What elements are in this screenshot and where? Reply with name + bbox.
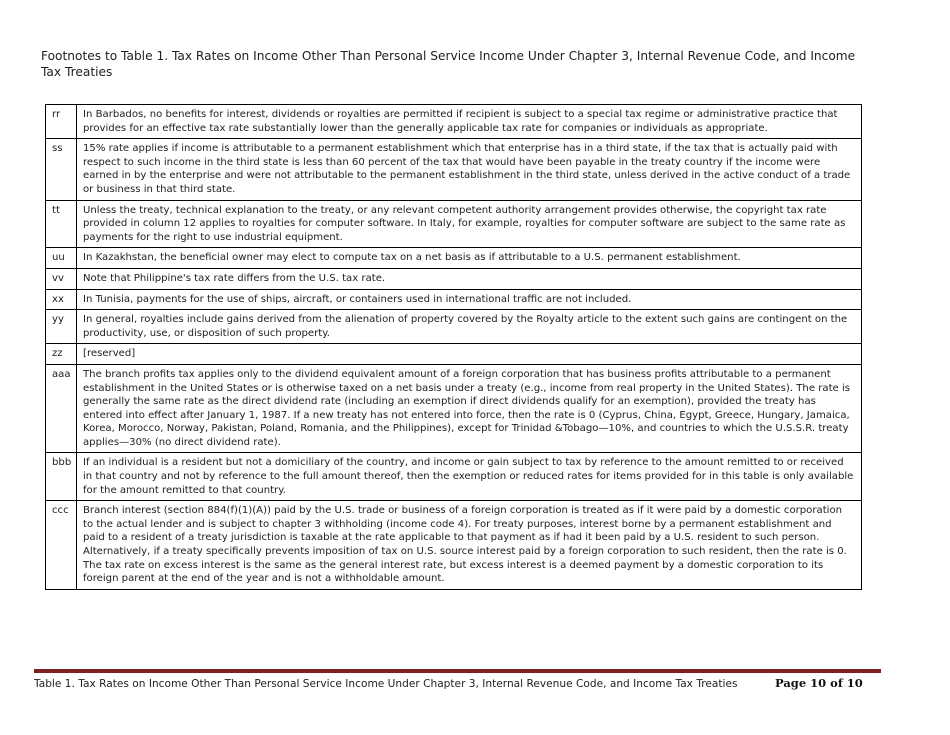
footnote-text: If an individual is a resident but not a domiciliary of the country, and income or gain subject to tax by reference to the amount remitted to or received in that country and not by reference to the full amount thereof, then the exemption or reduced rates for items provided for in this table is only available for the amount remitted to that country. — [77, 453, 862, 501]
footnote-code: bbb — [46, 453, 77, 501]
footer-title: Table 1. Tax Rates on Income Other Than Personal Service Income Under Chapter 3, Internal Revenue Code, and Income Tax Treaties — [34, 678, 738, 690]
table-row — [46, 344, 862, 365]
table-row — [46, 289, 862, 310]
footnote-text: In Tunisia, payments for the use of ships, aircraft, or containers used in international traffic are not included. — [77, 289, 862, 310]
footnote-text: In Barbados, no benefits for interest, dividends or royalties are permitted if recipient is subject to a special tax regime or administrative practice that provides for an effective tax rate substantially lower than the generally applicable tax rate for companies or individuals as appropriate. — [77, 105, 862, 139]
footnote-code: uu — [46, 248, 77, 269]
footnote-code: aaa — [46, 364, 77, 453]
table-row — [46, 501, 862, 590]
table-row — [46, 453, 862, 501]
footnote-code: xx — [46, 289, 77, 310]
footnote-code: tt — [46, 200, 77, 248]
footnote-text: Branch interest (section 884(f)(1)(A)) paid by the U.S. trade or business of a foreign corporation is treated as if it were paid by a domestic corporation to the actual lender and is subject to chapter 3 withholding (income code 4). For treaty purposes, interest borne by a permanent establishment and paid to a resident of a treaty jurisdiction is taxable at the rate applicable to that payment as if had it been paid by a U.S. resident to such person. Alternatively, if a treaty specifically prevents imposition of tax on U.S. source interest paid by a foreign corporation to such resident, then the rate is 0. The tax rate on excess interest is the same as the general interest rate, but excess interest is a deemed payment by a domestic corporation to its foreign parent at the end of the year and is not a withholdable amount. — [77, 501, 862, 590]
table-row — [46, 139, 862, 200]
footnotes-table — [45, 104, 862, 590]
footnote-text: Note that Philippine's tax rate differs from the U.S. tax rate. — [77, 268, 862, 289]
footnote-code: yy — [46, 310, 77, 344]
footnote-text: The branch profits tax applies only to the dividend equivalent amount of a foreign corporation that has business profits attributable to a permanent establishment in the United States or is otherwise taxed on a net basis under a treaty (e.g., income from real property in the United States). The rate is generally the same rate as the direct dividend rate (including an exemption if direct dividends qualify for an exemption), provided the treaty has entered into effect after January 1, 1987. If a new treaty has not entered into force, then the rate is 0 (Cyprus, China, Egypt, Greece, Hungary, Jamaica, Korea, Morocco, Norway, Pakistan, Poland, Romania, and the Philippines), except for Trinidad &Tobago—10%, and countries to which the U.S.S.R. treaty applies—30% (no direct dividend rate). — [77, 364, 862, 453]
table-row — [46, 268, 862, 289]
footnote-text: Unless the treaty, technical explanation to the treaty, or any relevant competent authority arrangement provides otherwise, the copyright tax rate provided in column 12 applies to royalties for computer software. In Italy, for example, royalties for computer software are subject to the same rate as payments for the right to use industrial equipment. — [77, 200, 862, 248]
table-row — [46, 310, 862, 344]
table-row — [46, 248, 862, 269]
footnote-code: rr — [46, 105, 77, 139]
footnote-text: In Kazakhstan, the beneficial owner may elect to compute tax on a net basis as if attributable to a U.S. permanent establishment. — [77, 248, 862, 269]
footnote-text: In general, royalties include gains derived from the alienation of property covered by the Royalty article to the extent such gains are contingent on the productivity, use, or disposition of such property. — [77, 310, 862, 344]
table-row — [46, 200, 862, 248]
footnote-text: 15% rate applies if income is attributable to a permanent establishment which that enterprise has in a third state, if the tax that is actually paid with respect to such income in the third state is less than 60 percent of the tax that would have been payable in the treaty country if the income were earned in by the enterprise and were not attributable to the permanent establishment in the third state, unless derived in the active conduct of a trade or business in that third state. — [77, 139, 862, 200]
footnote-code: ss — [46, 139, 77, 200]
footnote-code: vv — [46, 268, 77, 289]
table-row — [46, 105, 862, 139]
page-number: Page 10 of 10 — [775, 676, 863, 690]
footnote-code: zz — [46, 344, 77, 365]
footnote-text: [reserved] — [77, 344, 862, 365]
footer-divider — [34, 669, 881, 673]
page-heading: Footnotes to Table 1. Tax Rates on Income Other Than Personal Service Income Under Chapter 3, Internal Revenue Code, and Income Tax Treaties — [41, 49, 856, 79]
footnote-code: ccc — [46, 501, 77, 590]
table-row — [46, 364, 862, 453]
